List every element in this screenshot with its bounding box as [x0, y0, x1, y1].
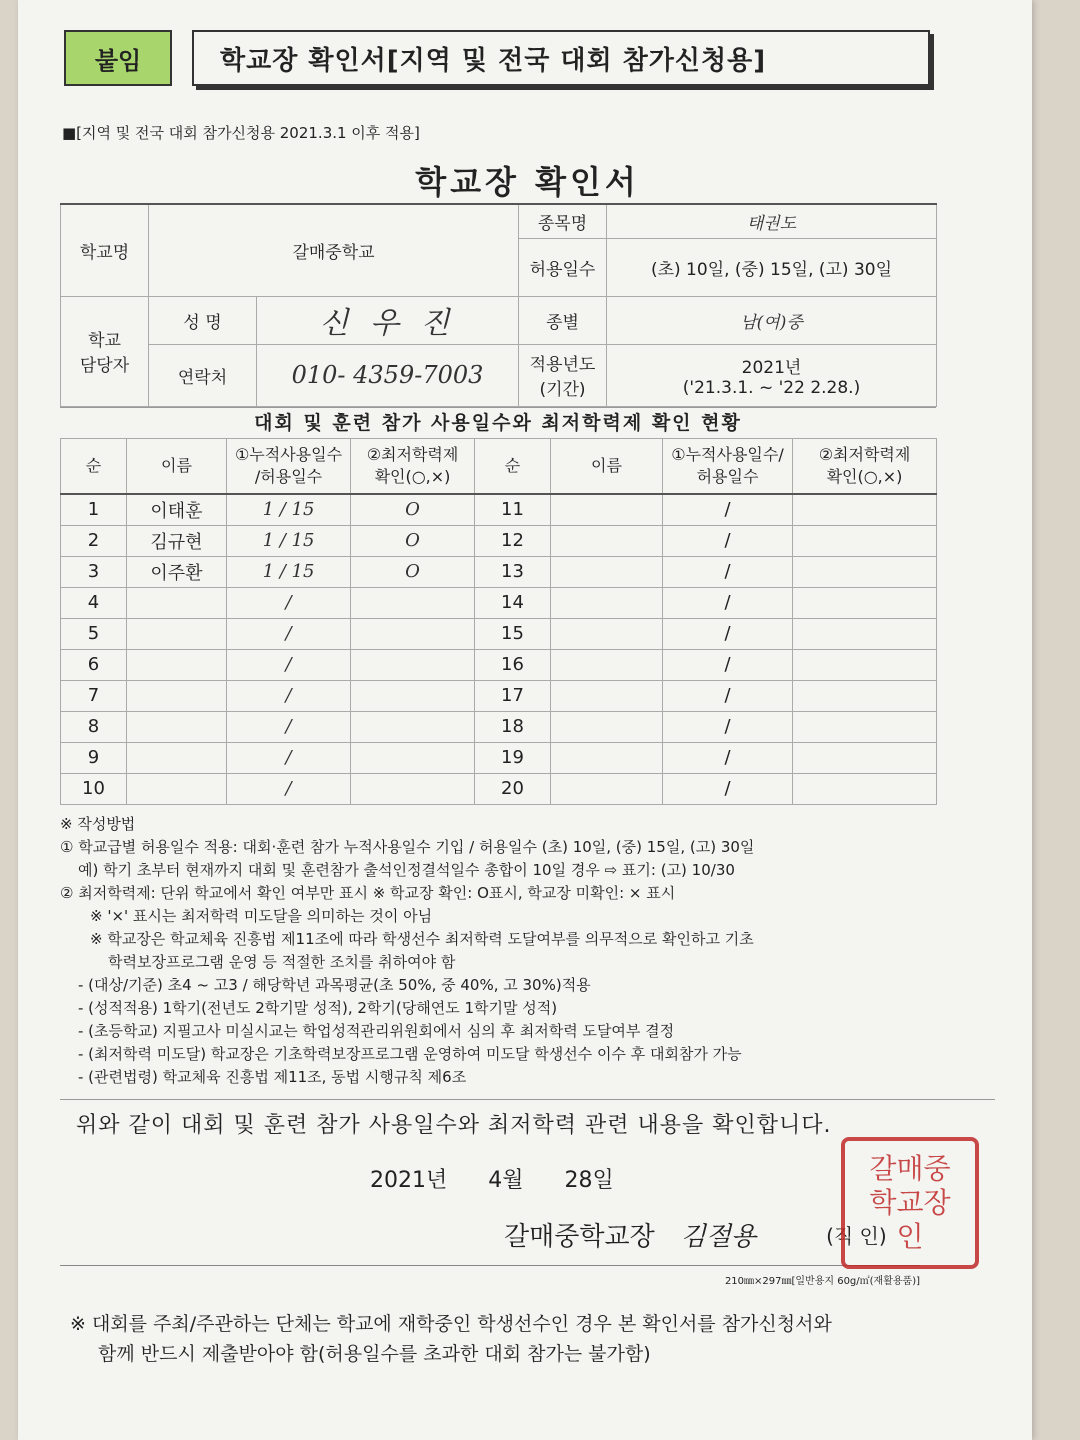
row-check	[351, 742, 475, 773]
row-days: /	[227, 711, 351, 742]
row-name-right	[551, 711, 663, 742]
contact-group-label	[61, 296, 149, 406]
footer-line-2: 함께 반드시 제출받아야 함(허용일수를 초과한 대회 참가는 불가함)	[98, 1342, 651, 1365]
year-cell	[607, 344, 937, 406]
row-name	[127, 587, 227, 618]
row-check-right	[793, 494, 937, 526]
col-grade-right-line1: ②최저학력제	[818, 444, 911, 464]
table-body	[61, 494, 937, 805]
row-no: 3	[61, 556, 127, 587]
note-1: ① 학교급별 허용일수 적용: 대회·훈련 참가 누적사용일수 기입 / 허용일수 (초) 10일, (중) 15일, (고) 30일	[60, 837, 755, 856]
table-row	[61, 742, 937, 773]
row-no-right: 15	[475, 618, 551, 649]
row-name-right	[551, 742, 663, 773]
row-no: 2	[61, 525, 127, 556]
row-days: /	[227, 680, 351, 711]
row-no-right: 20	[475, 773, 551, 804]
table-row	[61, 711, 937, 742]
row-check-right	[793, 587, 937, 618]
writing-notes	[60, 813, 960, 1089]
row-no: 1	[61, 494, 127, 526]
col-no: 순	[61, 438, 127, 494]
table-row	[61, 525, 937, 556]
note-2-a: ※ '×' 표시는 최저학력 미도달을 의미하는 것이 아님	[90, 906, 433, 925]
col-grade	[351, 438, 475, 494]
row-check-right	[793, 649, 937, 680]
note-2-b1: ※ 학교장은 학교체육 진흥법 제11조에 따라 학생선수 최저학력 도달여부를 의무적으로 확인하고 기초	[90, 929, 754, 948]
row-no-right: 19	[475, 742, 551, 773]
gender-label: 종별	[519, 296, 607, 344]
row-days-right: /	[663, 742, 793, 773]
official-seal-stamp	[841, 1137, 979, 1269]
row-check-right	[793, 618, 937, 649]
row-name-right	[551, 525, 663, 556]
col-grade-line1: ②최저학력제	[366, 444, 459, 464]
row-no: 6	[61, 649, 127, 680]
row-check	[351, 649, 475, 680]
list-title: 대회 및 훈련 참가 사용일수와 최저학력제 확인 현황	[60, 407, 936, 438]
phone-value: 010- 4359-7003	[257, 344, 519, 406]
row-days-right: /	[663, 494, 793, 526]
row-check-right	[793, 680, 937, 711]
col-grade-line2: 확인(○,×)	[374, 466, 451, 486]
row-name	[127, 711, 227, 742]
attachment-tag: 붙임	[64, 30, 172, 86]
school-name: 갈매중학교	[149, 204, 519, 296]
row-check	[351, 680, 475, 711]
detail-3: - (초등학교) 지필고사 미실시교는 학업성적관리위원회에서 심의 후 최저학력 도달여부 결정	[78, 1021, 675, 1040]
row-check: O	[351, 525, 475, 556]
allowed-value: (초) 10일, (중) 15일, (고) 30일	[607, 238, 937, 296]
row-days: /	[227, 618, 351, 649]
row-name-right	[551, 680, 663, 711]
row-days-right: /	[663, 525, 793, 556]
table-header-row	[61, 438, 937, 494]
row-check	[351, 587, 475, 618]
row-no: 9	[61, 742, 127, 773]
row-name: 김규현	[127, 525, 227, 556]
row-days: /	[227, 587, 351, 618]
row-check	[351, 618, 475, 649]
col-days-line2: /허용일수	[254, 466, 323, 486]
row-days-right: /	[663, 773, 793, 804]
row-days-right: /	[663, 649, 793, 680]
row-days: 1 / 15	[227, 494, 351, 526]
row-name-right	[551, 494, 663, 526]
row-check-right	[793, 773, 937, 804]
col-grade-right-line2: 확인(○,×)	[826, 466, 903, 486]
note-2: ② 최저학력제: 단위 학교에서 확인 여부만 표시 ※ 학교장 확인: O표시, 학교장 미확인: × 표시	[60, 883, 676, 902]
table-row	[61, 556, 937, 587]
footer-line-1: ※ 대회를 주최/주관하는 단체는 학교에 재학중인 학생선수인 경우 본 확인서를 참가신청서와	[70, 1312, 832, 1335]
col-days	[227, 438, 351, 494]
col-grade-right	[793, 438, 937, 494]
row-name: 이태훈	[127, 494, 227, 526]
date-month: 4월	[488, 1167, 524, 1193]
note-1-example: 예) 학기 초부터 현재까지 대회 및 훈련참가 출석인정결석일수 총합이 10일 경우 ⇨ 표기: (고) 10/30	[78, 860, 735, 879]
paper-spec: 210㎜×297㎜[일반용지 60g/㎡(재활용품)]	[60, 1265, 920, 1287]
row-check-right	[793, 742, 937, 773]
row-no: 4	[61, 587, 127, 618]
row-name	[127, 680, 227, 711]
table-row	[61, 587, 937, 618]
row-no-right: 13	[475, 556, 551, 587]
col-days-right-line2: 허용일수	[696, 466, 759, 486]
row-name	[127, 742, 227, 773]
row-no-right: 17	[475, 680, 551, 711]
table-row	[61, 773, 937, 804]
notes-heading: ※ 작성방법	[60, 814, 136, 833]
row-days-right: /	[663, 556, 793, 587]
row-days: /	[227, 649, 351, 680]
row-days: /	[227, 773, 351, 804]
row-days: 1 / 15	[227, 525, 351, 556]
row-no: 5	[61, 618, 127, 649]
row-no-right: 12	[475, 525, 551, 556]
row-check-right	[793, 525, 937, 556]
year-label-2: (기간)	[539, 380, 586, 400]
row-name	[127, 773, 227, 804]
row-check: O	[351, 494, 475, 526]
detail-5: - (관련법령) 학교체육 진흥법 제11조, 동법 시행규칙 제6조	[78, 1067, 467, 1086]
row-check-right	[793, 711, 937, 742]
row-no-right: 11	[475, 494, 551, 526]
participation-table	[60, 438, 937, 805]
row-days-right: /	[663, 711, 793, 742]
principal-title: 갈매중학교장	[504, 1221, 655, 1252]
contact-group-label-1: 학교	[88, 331, 121, 351]
row-check	[351, 711, 475, 742]
name-value: 신 우 진	[257, 296, 519, 344]
usage-note: ■[지역 및 전국 대회 참가신청용 2021.3.1 이후 적용]	[62, 124, 420, 142]
row-check-right	[793, 556, 937, 587]
col-no-right: 순	[475, 438, 551, 494]
banner-title: 학교장 확인서[지역 및 전국 대회 참가신청용]	[192, 30, 930, 86]
detail-2: - (성적적용) 1학기(전년도 2학기말 성적), 2학기(당해연도 1학기말 성적)	[78, 998, 558, 1017]
col-name-right: 이름	[551, 438, 663, 494]
sport-label: 종목명	[519, 204, 607, 238]
row-name	[127, 649, 227, 680]
row-name: 이주환	[127, 556, 227, 587]
date-day: 28일	[564, 1167, 614, 1193]
main-title: 학교장 확인서	[415, 163, 640, 201]
sport-value: 태권도	[607, 204, 937, 238]
seal-lettering: 갈매중학교장인	[869, 1152, 951, 1253]
row-no: 10	[61, 773, 127, 804]
date-year: 2021년	[370, 1167, 448, 1193]
table-row	[61, 649, 937, 680]
footer-note	[60, 1309, 995, 1369]
table-row	[61, 618, 937, 649]
col-days-right	[663, 438, 793, 494]
row-days-right: /	[663, 618, 793, 649]
row-no-right: 16	[475, 649, 551, 680]
row-name-right	[551, 556, 663, 587]
row-no: 8	[61, 711, 127, 742]
period-value: ('21.3.1. ~ '22 2.28.)	[682, 377, 861, 398]
year-label-1: 적용년도	[529, 355, 596, 375]
row-days-right: /	[663, 680, 793, 711]
col-name: 이름	[127, 438, 227, 494]
row-days: /	[227, 742, 351, 773]
row-name-right	[551, 649, 663, 680]
col-days-right-line1: ①누적사용일수/	[671, 444, 784, 464]
note-2-b2: 학력보장프로그램 운영 등 적절한 조치를 취하여야 함	[108, 952, 456, 971]
detail-1: - (대상/기준) 초4 ~ 고3 / 해당학년 과목평균(초 50%, 중 40%, 고 30%)적용	[78, 975, 591, 994]
row-name-right	[551, 587, 663, 618]
year-label	[519, 344, 607, 406]
header-row	[64, 30, 995, 86]
detail-4: - (최저학력 미도달) 학교장은 기초학력보장프로그램 운영하여 미도달 학생선수 이수 후 대회참가 가능	[78, 1044, 742, 1063]
document-page	[18, 0, 1032, 1440]
table-row	[61, 680, 937, 711]
col-days-line1: ①누적사용일수	[234, 444, 343, 464]
phone-label: 연락처	[149, 344, 257, 406]
contact-group-label-2: 담당자	[79, 356, 130, 376]
row-name-right	[551, 773, 663, 804]
confirmation-statement: 위와 같이 대회 및 훈련 참가 사용일수와 최저학력 관련 내용을 확인합니다.	[60, 1099, 995, 1139]
row-no-right: 18	[475, 711, 551, 742]
year-value: 2021년	[741, 357, 802, 378]
row-check: O	[351, 556, 475, 587]
info-table	[60, 203, 937, 407]
row-name	[127, 618, 227, 649]
school-label: 학교명	[61, 204, 149, 296]
name-label: 성 명	[149, 296, 257, 344]
gender-value: 남(여)중	[607, 296, 937, 344]
allowed-label: 허용일수	[519, 238, 607, 296]
row-days-right: /	[663, 587, 793, 618]
row-no-right: 14	[475, 587, 551, 618]
row-no: 7	[61, 680, 127, 711]
principal-signature: 김절용	[680, 1221, 757, 1252]
row-name-right	[551, 618, 663, 649]
seal-label: (직 인)	[826, 1223, 887, 1248]
table-row	[61, 494, 937, 526]
row-check	[351, 773, 475, 804]
row-days: 1 / 15	[227, 556, 351, 587]
